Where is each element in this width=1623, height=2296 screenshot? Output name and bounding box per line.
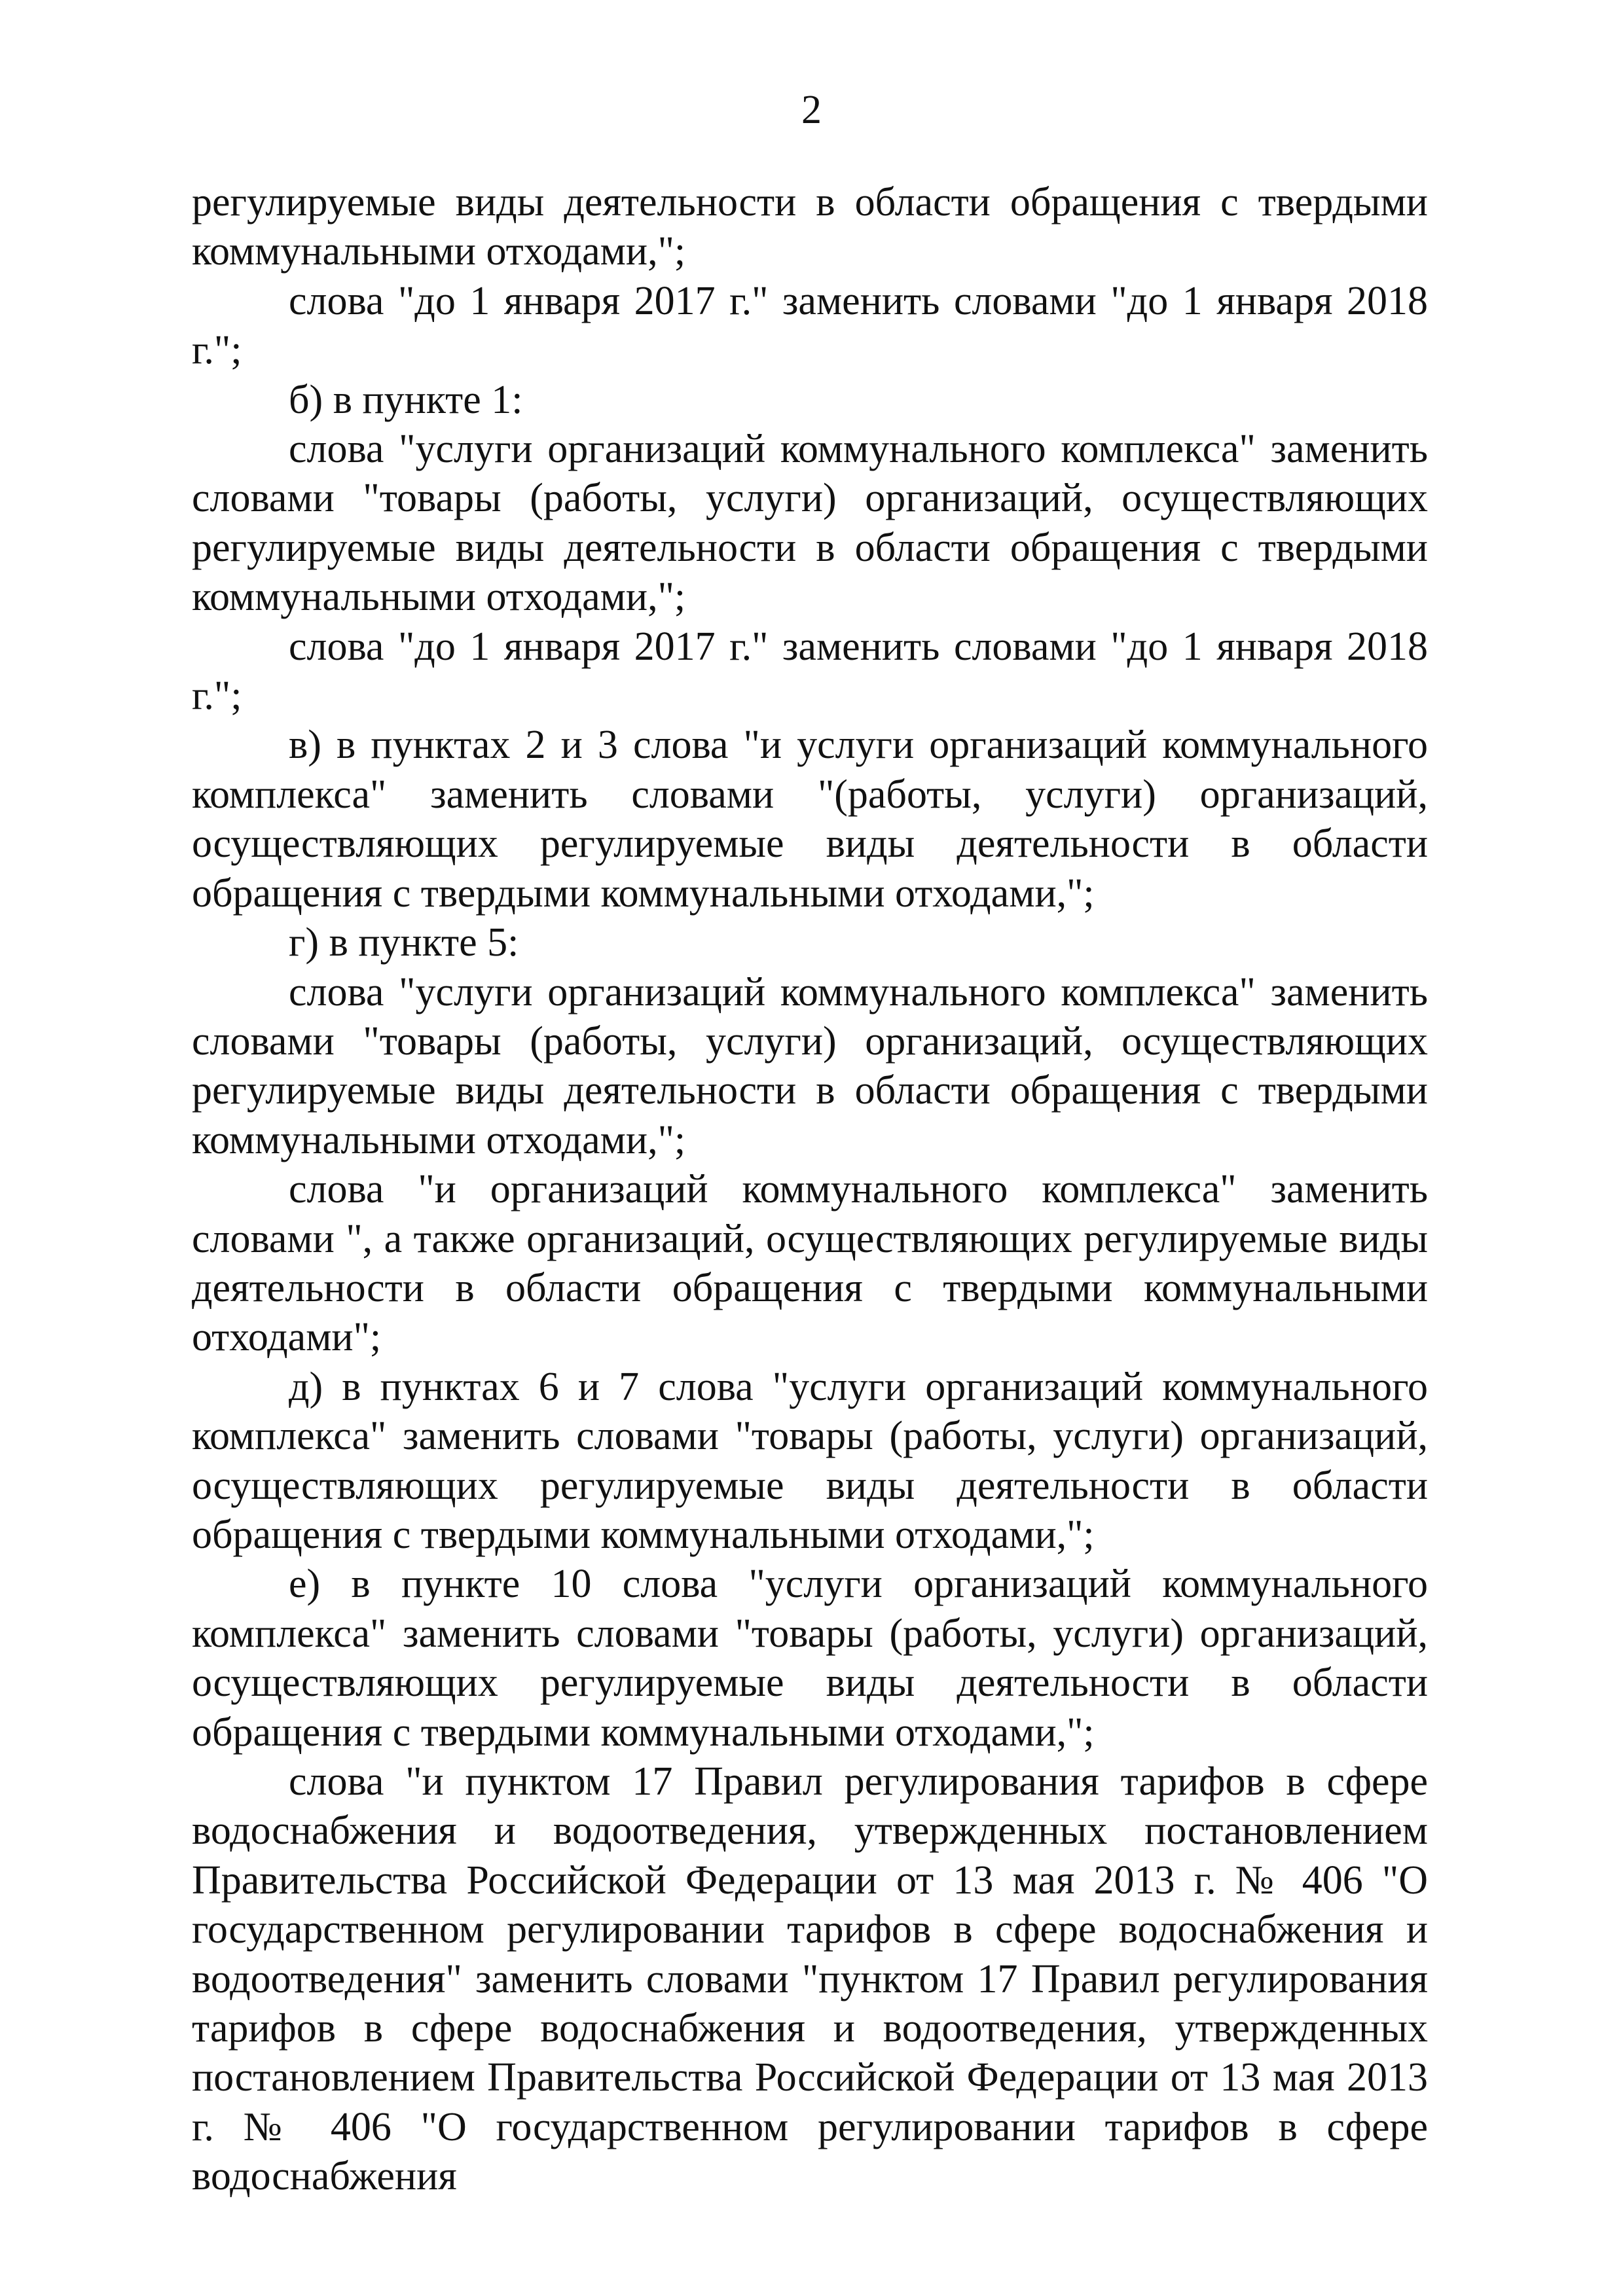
paragraph: слова "услуги организаций коммунального комплекса" заменить словами "товары (работы, услуги) организаций, осуществляющих регулируемые виды деятельности в области обращения с твердыми коммунальными отходами,"; — [192, 427, 1428, 620]
paragraph: д) в пунктах 6 и 7 слова "услуги организаций коммунального комплекса" заменить словами "товары (работы, услуги) организаций, осуществляющих регулируемые виды деятельности в области обращения с твердыми коммунальными отходами,"; — [192, 1364, 1428, 1557]
paragraph: слова "до 1 января 2017 г." заменить словами "до 1 января 2018 г."; — [192, 278, 1428, 373]
paragraph: слова "и организаций коммунального комплекса" заменить словами ", а также организаций, осуществляющих регулируемые виды деятельности в области обращения с твердыми коммунальными отходами"; — [192, 1167, 1428, 1360]
paragraph: слова "и пунктом 17 Правил регулирования тарифов в сфере водоснабжения и водоотведения, утвержденных постановлением Правительства Российской Федерации от 13 мая 2013 г. № 406 "О государственном регулировании тарифов в сфере водоснабжения и водоотведения" заменить словами "пунктом 17 Правил регулирования тарифов в сфере водоснабжения и водоотведения, утвержденных постановлением Правительства Российской Федерации от 13 мая 2013 г. № 406 "О государственном регулировании тарифов в сфере водоснабжения — [192, 1759, 1428, 2199]
paragraph: в) в пунктах 2 и 3 слова "и услуги организаций коммунального комплекса" заменить словами "(работы, услуги) организаций, осуществляющих регулируемые виды деятельности в области обращения с твердыми коммунальными отходами,"; — [192, 723, 1428, 916]
paragraph: слова "до 1 января 2017 г." заменить словами "до 1 января 2018 г."; — [192, 624, 1428, 719]
paragraph: е) в пункте 10 слова "услуги организаций коммунального комплекса" заменить словами "товары (работы, услуги) организаций, осуществляющих регулируемые виды деятельности в области обращения с твердыми коммунальными отходами,"; — [192, 1562, 1428, 1755]
paragraph: регулируемые виды деятельности в области обращения с твердыми коммунальными отходами,"; — [192, 180, 1428, 274]
page-number: 2 — [801, 88, 822, 132]
document-body — [192, 178, 1428, 2202]
paragraph: слова "услуги организаций коммунального комплекса" заменить словами "товары (работы, услуги) организаций, осуществляющих регулируемые виды деятельности в области обращения с твердыми коммунальными отходами,"; — [192, 969, 1428, 1162]
paragraph: г) в пункте 5: — [289, 920, 519, 965]
paragraph: б) в пункте 1: — [289, 377, 523, 422]
